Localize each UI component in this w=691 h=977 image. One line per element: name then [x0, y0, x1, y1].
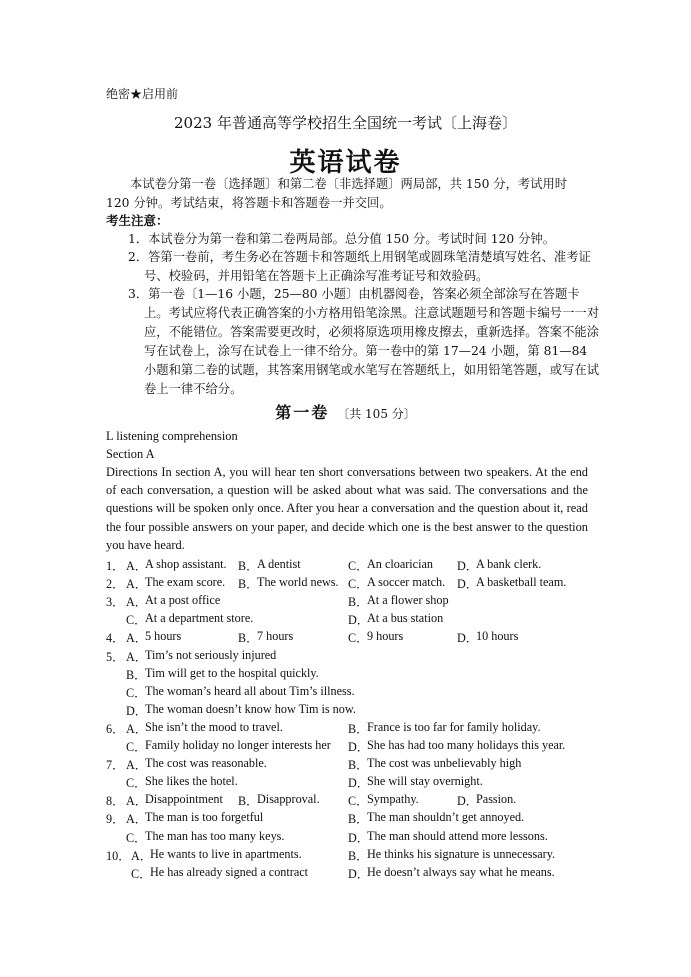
option-letter: D． — [457, 577, 478, 592]
option-letter: A． — [126, 721, 147, 736]
note-item: 1．本试卷分为第一卷和第二卷两局部。总分值 150 分。考试时间 120 分钟。 — [128, 232, 556, 246]
option-text: The woman’s heard all about Tim’s illness. — [145, 683, 355, 698]
option-letter: A． — [126, 595, 147, 610]
option-text: 7 hours — [257, 629, 294, 644]
option-letter: D． — [348, 776, 369, 791]
option-text: He wants to live in apartments. — [150, 846, 302, 861]
option-text: The world news. — [257, 575, 339, 590]
option-letter: D． — [348, 866, 369, 881]
option-letter: B． — [126, 667, 147, 682]
option-letter: C． — [126, 830, 147, 845]
option-text: 5 hours — [145, 629, 182, 644]
option-text: The cost was unbelievably high — [367, 756, 522, 771]
option-text: She will stay overnight. — [367, 774, 483, 789]
option-letter: C． — [131, 866, 152, 881]
option-text: Passion. — [476, 792, 517, 807]
option-text: Disapproval. — [257, 792, 320, 807]
question-number: 5． — [106, 649, 125, 664]
option-letter: D． — [348, 830, 369, 845]
option-letter: D． — [457, 559, 478, 573]
section-name: Section A — [106, 447, 155, 461]
option-letter: B． — [348, 595, 369, 610]
option-letter: B． — [348, 758, 369, 773]
option-letter: D． — [457, 794, 478, 809]
option-letter: A． — [126, 794, 147, 809]
option-letter: C． — [348, 577, 369, 592]
option-letter: C． — [126, 776, 147, 791]
option-text: Sympathy. — [367, 792, 419, 807]
question-number: 8． — [106, 794, 125, 809]
option-text: France is too far for family holiday. — [367, 719, 541, 734]
option-text: The man has too many keys. — [145, 828, 285, 843]
option-text: A basketball team. — [476, 575, 567, 590]
option-text: An cloarician — [367, 557, 433, 571]
option-text: The woman doesn’t know how Tim is now. — [145, 701, 356, 716]
option-text: 9 hours — [367, 629, 404, 644]
option-text: A shop assistant. — [145, 557, 227, 571]
option-letter: C． — [126, 740, 147, 754]
option-letter: A． — [131, 848, 152, 863]
option-letter: B． — [348, 812, 369, 827]
option-text: He has already signed a contract — [150, 864, 309, 879]
option-text: He doesn’t always say what he means. — [367, 864, 555, 879]
option-letter: B． — [238, 794, 259, 809]
option-text: At a bus station — [367, 611, 444, 626]
option-letter: A． — [126, 758, 147, 773]
section-heading: L listening comprehension — [106, 429, 238, 443]
question-number: 1． — [106, 559, 125, 573]
note-item: 2．答第一卷前，考生务必在答题卡和答题纸上用钢笔或圆珠笔清楚填写姓名、准考证号、校验码，并用铅笔在答题卡上正确涂写准考证号和效验码。 — [128, 250, 591, 283]
option-text: She has had too many holidays this year. — [367, 738, 566, 752]
option-text: At a flower shop — [367, 593, 449, 608]
question-number: 7． — [106, 758, 125, 773]
option-text: A soccer match. — [367, 575, 446, 590]
intro-paragraph: 本试卷分第一卷〔选择题〕和第二卷〔非选择题〕两局部，共 150 分，考试用时 120 分钟。考试结束，将答题卡和答题卷一并交回。 — [106, 177, 568, 210]
option-letter: B． — [238, 559, 259, 573]
section-directions: Directions In section A, you will hear ten short conversations between two speakers. At the end of each conversation, a question will be asked about what was said. The conversations and the questions will be spoken only once. After you hear a conversation and the question about it, read the four possible answers on your paper, and decide which one is the best answer to the question you have heard. — [106, 465, 588, 552]
option-letter: B． — [238, 631, 259, 646]
option-text: The exam score. — [145, 575, 226, 590]
option-text: Disappointment — [145, 792, 223, 807]
option-text: She isn’t the mood to travel. — [145, 719, 283, 734]
option-letter: C． — [126, 613, 147, 628]
option-letter: B． — [348, 721, 369, 736]
option-text: 10 hours — [476, 629, 519, 644]
option-text: A bank clerk. — [476, 557, 542, 571]
option-letter: D． — [348, 740, 369, 754]
option-text: The man should attend more lessons. — [367, 828, 548, 843]
option-letter: A． — [126, 559, 147, 573]
option-text: Family holiday no longer interests her — [145, 738, 331, 752]
part-title-text: 第一卷 — [275, 403, 330, 422]
exam-title: 2023 年普通高等学校招生全国统一考试〔上海卷〕 — [174, 114, 517, 132]
option-text: The man is too forgetful — [145, 810, 264, 825]
option-letter: A． — [126, 649, 147, 664]
option-letter: A． — [126, 577, 147, 592]
option-letter: C． — [126, 685, 147, 700]
notes-title: 考生注意： — [106, 213, 169, 228]
part-title — [0, 400, 691, 423]
option-letter: D． — [457, 631, 478, 646]
question-number: 4． — [106, 631, 125, 646]
question-number: 6． — [106, 721, 125, 736]
option-text: A dentist — [257, 557, 301, 571]
confidential-mark: 绝密★启用前 — [106, 87, 179, 101]
option-letter: A． — [126, 631, 147, 646]
option-text: At a post office — [145, 593, 221, 608]
option-text: He thinks his signature is unnecessary. — [367, 846, 556, 861]
option-text: She likes the hotel. — [145, 774, 238, 789]
option-letter: D． — [348, 613, 369, 628]
option-text: The cost was reasonable. — [145, 756, 267, 771]
option-letter: C． — [348, 631, 369, 646]
question-number: 9． — [106, 812, 125, 827]
note-item: 3．第一卷〔1—16 小题，25—80 小题〕由机器阅卷，答案必须全部涂写在答题卡上。考试应将代表正确答案的小方格用铅笔涂黑。注意试题题号和答题卡编号一一对应，不能错位。答案需要更改时，必须将原选项用橡皮擦去，重新选择。答案不能涂写在试卷上，涂写在试卷上一律不给分。第一卷中的第 17—24 小题，第 81—84 小题和第二卷的试题，其答案用钢笔或水笔写在答题纸上，如用铅笔答题，或写在试卷上一律不给分。 — [128, 287, 599, 396]
option-letter: A． — [126, 812, 147, 827]
option-text: Tim will get to the hospital quickly. — [145, 665, 319, 680]
question-number: 2． — [106, 577, 125, 592]
option-letter: B． — [238, 577, 259, 592]
option-letter: B． — [348, 848, 369, 863]
option-text: At a department store. — [145, 611, 254, 626]
option-letter: C． — [348, 559, 369, 573]
question-number: 10． — [106, 848, 131, 863]
question-number: 3． — [106, 595, 125, 610]
option-text: The man shouldn’t get annoyed. — [367, 810, 525, 825]
subject-title: 英语试卷 — [289, 148, 402, 178]
option-letter: C． — [348, 794, 369, 809]
part-points: 〔共 105 分〕 — [337, 407, 416, 421]
option-text: Tim’s not seriously injured — [145, 647, 277, 662]
option-letter: D． — [126, 703, 147, 718]
